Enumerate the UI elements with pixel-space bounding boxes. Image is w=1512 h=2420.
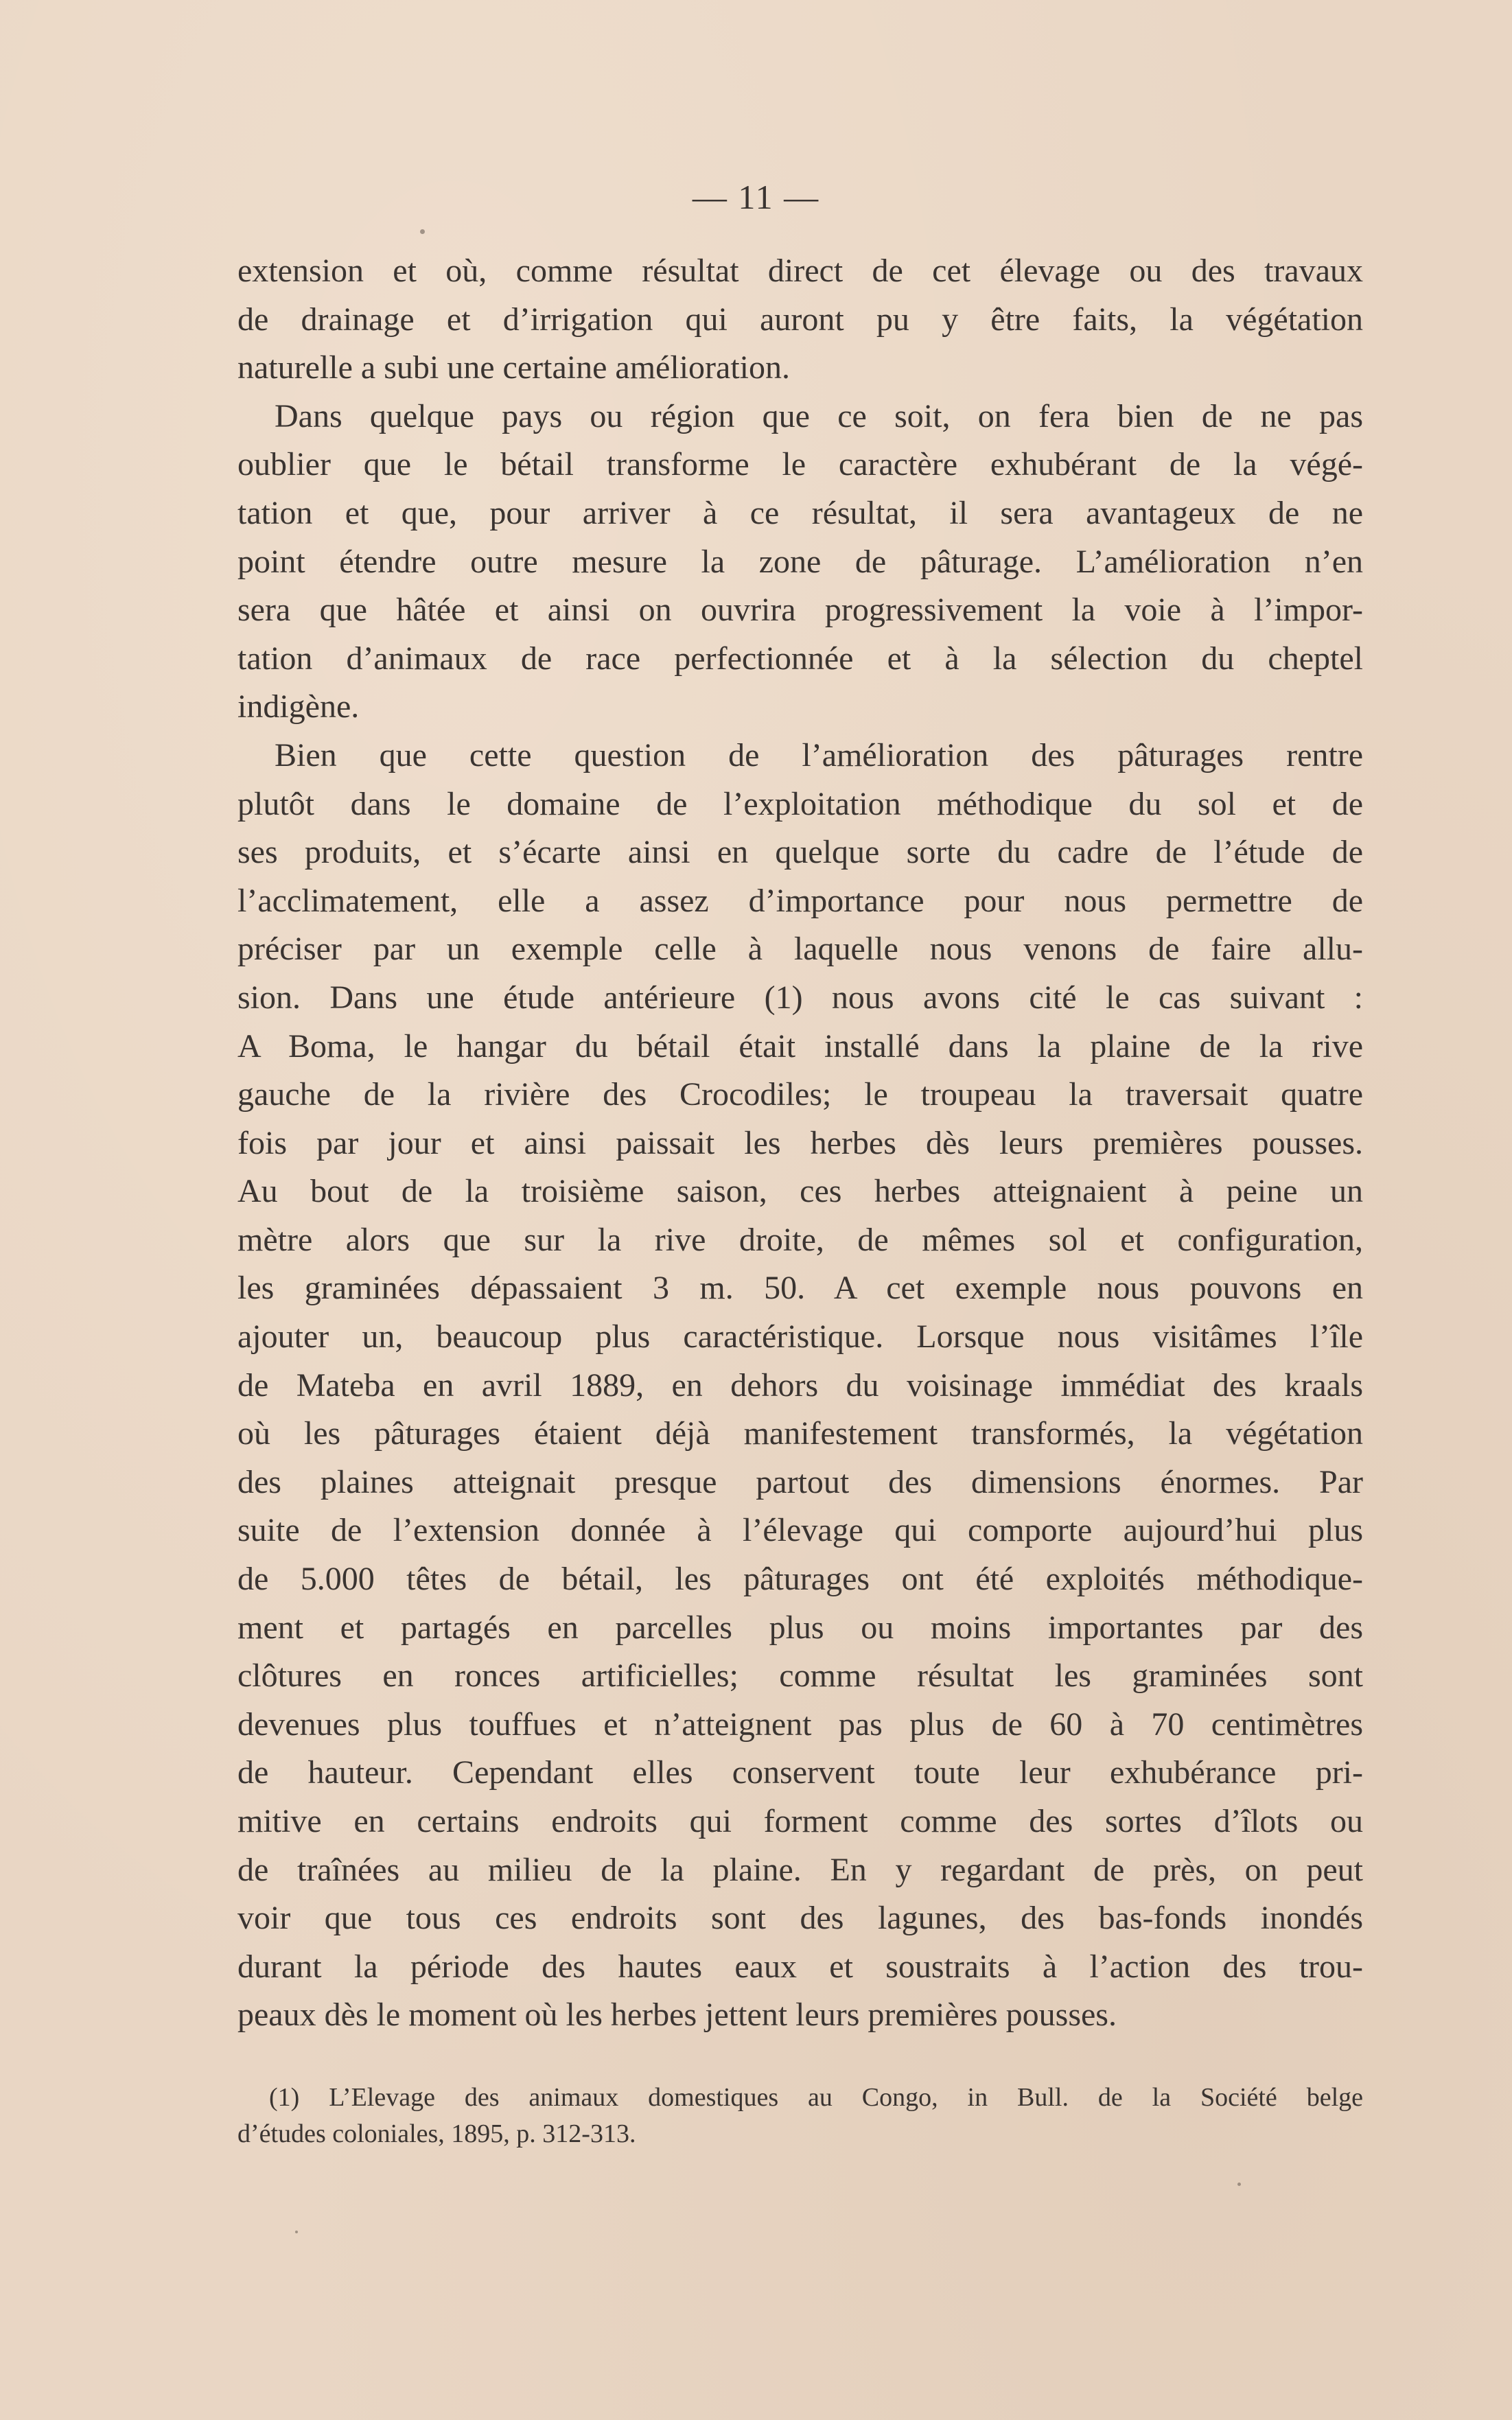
text-line: plutôt dans le domaine de l’exploitation méthodique du sol et de: [237, 785, 1363, 822]
paper-speck: [295, 2231, 298, 2233]
text-line: sera que hâtée et ainsi on ouvrira progressivement la voie à l’impor-: [237, 592, 1363, 629]
text-line: l’acclimatement, elle a assez d’importance pour nous permettre de: [237, 882, 1363, 919]
text-line: durant la période des hautes eaux et soustraits à l’action des trou-: [237, 1948, 1363, 1985]
text-line: de hauteur. Cependant elles conservent toute leur exhubérance pri-: [237, 1754, 1363, 1791]
body-text: [237, 247, 1363, 2040]
text-line: point étendre outre mesure la zone de pâturage. L’amélioration n’en: [237, 543, 1363, 580]
text-line: A Boma, le hangar du bétail était installé dans la plaine de la rive: [237, 1027, 1363, 1064]
text-line: mitive en certains endroits qui forment comme des sortes d’îlots ou: [237, 1803, 1363, 1839]
text-line: peaux dès le moment où les herbes jettent leurs premières pousses.: [237, 1997, 1117, 2034]
text-line: tation d’animaux de race perfectionnée et à la sélection du cheptel: [237, 640, 1363, 677]
text-line: préciser par un exemple celle à laquelle nous venons de faire allu-: [237, 931, 1363, 968]
text-line: ment et partagés en parcelles plus ou moins importantes par des: [237, 1609, 1363, 1646]
text-line: tation et que, pour arriver à ce résultat, il sera avantageux de ne: [237, 494, 1363, 531]
text-line: extension et où, comme résultat direct de cet élevage ou des travaux: [237, 253, 1363, 289]
text-line: gauche de la rivière des Crocodiles; le troupeau la traversait quatre: [237, 1076, 1363, 1113]
text-line: les graminées dépassaient 3 m. 50. A cet exemple nous pouvons en: [237, 1270, 1363, 1307]
text-line: des plaines atteignait presque partout des dimensions énormes. Par: [237, 1463, 1363, 1500]
text-line: Bien que cette question de l’amélioration des pâturages rentre: [275, 736, 1363, 773]
text-line: ajouter un, beaucoup plus caractéristique. Lorsque nous visitâmes l’île: [237, 1318, 1363, 1356]
text-line: de 5.000 têtes de bétail, les pâturages ont été exploités méthodique-: [237, 1561, 1363, 1598]
text-line: Au bout de la troisième saison, ces herbes atteignaient à peine un: [237, 1173, 1363, 1210]
text-line: devenues plus touffues et n’atteignent pas plus de 60 à 70 centimètres: [237, 1706, 1363, 1743]
text-line: ses produits, et s’écarte ainsi en quelque sorte du cadre de l’étude de: [237, 834, 1363, 871]
text-line: indigène.: [237, 688, 360, 725]
footnote-line: d’études coloniales, 1895, p. 312-313.: [237, 2119, 636, 2148]
page-number: — 11 —: [692, 178, 820, 216]
text-line: de traînées au milieu de la plaine. En y regardant de près, on peut: [237, 1851, 1363, 1888]
text-line: naturelle a subi une certaine amélioration.: [237, 349, 790, 386]
footnote-line: (1) L’Elevage des animaux domestiques au Congo, in Bull. de la Société belge: [269, 2083, 1363, 2112]
text-line: mètre alors que sur la rive droite, de mêmes sol et configuration,: [237, 1221, 1363, 1258]
text-line: de Mateba en avril 1889, en dehors du voisinage immédiat des kraals: [237, 1366, 1363, 1404]
text-line: sion. Dans une étude antérieure (1) nous avons cité le cas suivant :: [237, 979, 1363, 1016]
paper-speck: [420, 229, 425, 234]
text-line: clôtures en ronces artificielles; comme résultat les graminées sont: [237, 1657, 1363, 1695]
footnote: [237, 2080, 1363, 2152]
text-line: suite de l’extension donnée à l’élevage qui comporte aujourd’hui plus: [237, 1512, 1363, 1549]
paper-speck: [1237, 2183, 1241, 2186]
text-line: oublier que le bétail transforme le caractère exhubérant de la végé-: [237, 446, 1363, 483]
text-line: fois par jour et ainsi paissait les herbes dès leurs premières pousses.: [237, 1124, 1363, 1161]
text-line: de drainage et d’irrigation qui auront pu y être faits, la végétation: [237, 301, 1363, 338]
text-line: où les pâturages étaient déjà manifestement transformés, la végétation: [237, 1415, 1363, 1452]
text-line: voir que tous ces endroits sont des lagunes, des bas-fonds inondés: [237, 1900, 1363, 1937]
text-line: Dans quelque pays ou région que ce soit, on fera bien de ne pas: [275, 397, 1363, 434]
